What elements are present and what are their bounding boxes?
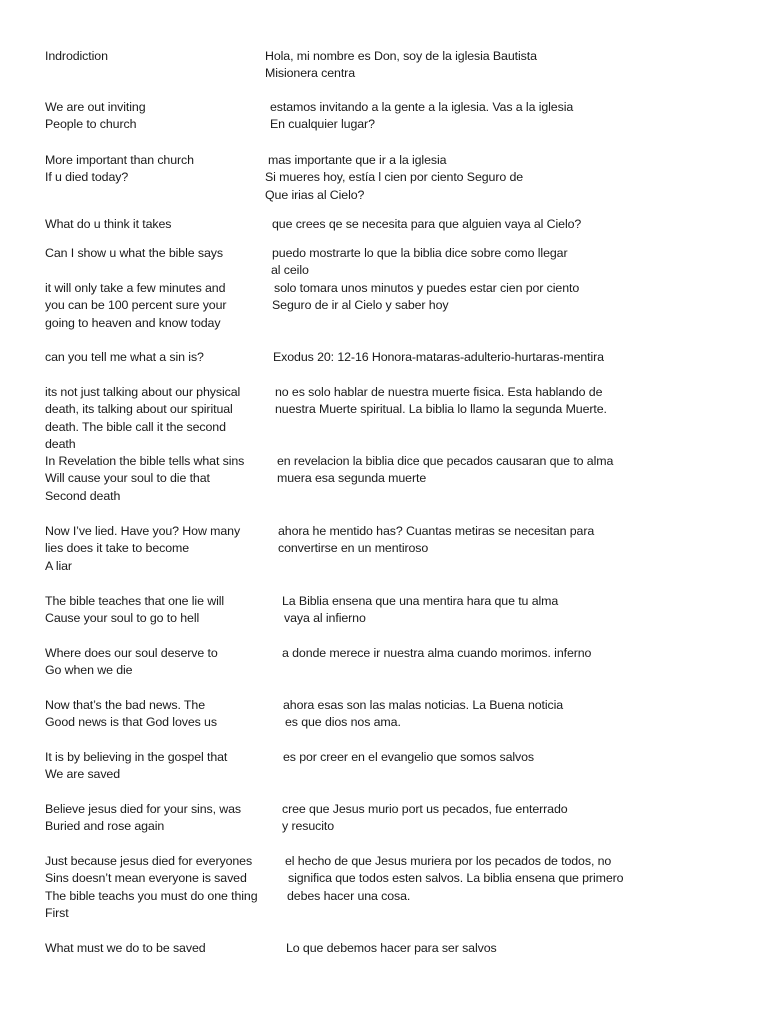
- spanish-line: no es solo hablar de nuestra muerte fisica. Esta hablando de: [275, 385, 603, 399]
- spanish-line: Que irias al Cielo?: [265, 187, 365, 202]
- spanish-line: es que dios nos ama.: [285, 715, 401, 730]
- english-line: death: [45, 437, 76, 452]
- spanish-line: convertirse en un mentiroso: [278, 541, 429, 556]
- spanish-line: solo tomara unos minutos y puedes estar cien por ciento: [274, 281, 580, 295]
- english-line: Second death: [45, 488, 121, 503]
- english-line: What must we do to be saved: [45, 941, 206, 955]
- spanish-line: que crees qe se necesita para que alguien vaya al Cielo?: [272, 217, 582, 231]
- spanish-line: Hola, mi nombre es Don, soy de la iglesia Bautista: [265, 49, 537, 63]
- english-line: If u died today?: [45, 170, 129, 185]
- spanish-line: vaya al infierno: [284, 611, 366, 626]
- english-line: Good news is that God loves us: [45, 715, 217, 730]
- english-line: People to church: [45, 117, 137, 132]
- english-line: Can I show u what the bible says: [45, 246, 223, 260]
- english-line: Sins doesn’t mean everyone is saved: [45, 871, 247, 886]
- english-line: The bible teaches that one lie will: [45, 594, 225, 608]
- spanish-line: Exodus 20: 12-16 Honora-mataras-adulterio-hurtaras-mentira: [273, 350, 604, 364]
- spanish-line: Seguro de ir al Cielo y saber hoy: [272, 298, 449, 313]
- english-line: Now that’s the bad news. The: [45, 698, 205, 712]
- english-line: More important than church: [45, 153, 194, 167]
- english-line: Indrodiction: [45, 49, 108, 63]
- english-line: Cause your soul to go to hell: [45, 611, 200, 626]
- spanish-line: Si mueres hoy, estía l cien por ciento Seguro de: [265, 170, 524, 185]
- spanish-line: En cualquier lugar?: [270, 117, 375, 132]
- english-line: going to heaven and know today: [45, 315, 221, 330]
- english-line: Will cause your soul to die that: [45, 471, 210, 486]
- english-line: lies does it take to become: [45, 541, 190, 556]
- english-line: you can be 100 percent sure your: [45, 298, 227, 313]
- spanish-line: cree que Jesus murio port us pecados, fue enterrado: [282, 802, 568, 816]
- spanish-line: Misionera centra: [265, 66, 355, 81]
- english-line: A liar: [45, 558, 72, 573]
- spanish-line: puedo mostrarte lo que la biblia dice sobre como llegar: [272, 246, 568, 260]
- english-line: Go when we die: [45, 663, 133, 678]
- english-line: Where does our soul deserve to: [45, 646, 218, 660]
- spanish-line: y resucito: [282, 819, 335, 834]
- english-line: We are out inviting: [45, 100, 146, 114]
- spanish-line: en revelacion la biblia dice que pecados causaran que to alma: [277, 454, 614, 468]
- spanish-line: al ceilo: [271, 263, 309, 278]
- english-line: Now I’ve lied. Have you? How many: [45, 524, 241, 538]
- english-line: What do u think it takes: [45, 217, 172, 231]
- spanish-line: mas importante que ir a la iglesia: [268, 153, 447, 167]
- spanish-line: ahora he mentido has? Cuantas metiras se necesitan para: [278, 524, 595, 538]
- english-line: In Revelation the bible tells what sins: [45, 454, 245, 468]
- english-line: The bible teachs you must do one thing: [45, 888, 258, 903]
- english-line: Just because jesus died for everyones: [45, 854, 253, 868]
- english-line: death. The bible call it the second: [45, 419, 226, 434]
- spanish-line: debes hacer una cosa.: [287, 888, 411, 903]
- english-line: its not just talking about our physical: [45, 385, 241, 399]
- english-line: it will only take a few minutes and: [45, 281, 226, 295]
- english-line: Buried and rose again: [45, 819, 165, 834]
- spanish-line: el hecho de que Jesus muriera por los pecados de todos, no: [285, 854, 612, 868]
- spanish-line: es por creer en el evangelio que somos salvos: [283, 750, 535, 764]
- spanish-line: muera esa segunda muerte: [277, 471, 427, 486]
- english-line: death, its talking about our spiritual: [45, 402, 233, 417]
- english-line: First: [45, 906, 69, 921]
- spanish-line: ahora esas son las malas noticias. La Buena noticia: [283, 698, 564, 712]
- spanish-line: nuestra Muerte spiritual. La biblia lo llamo la segunda Muerte.: [275, 402, 607, 417]
- english-line: It is by believing in the gospel that: [45, 750, 228, 764]
- spanish-line: estamos invitando a la gente a la iglesia. Vas a la iglesia: [270, 100, 574, 114]
- spanish-line: a donde merece ir nuestra alma cuando morimos. inferno: [282, 646, 592, 660]
- english-line: can you tell me what a sin is?: [45, 350, 204, 364]
- spanish-line: Lo que debemos hacer para ser salvos: [286, 941, 497, 955]
- english-line: We are saved: [45, 767, 121, 782]
- english-line: Believe jesus died for your sins, was: [45, 802, 242, 816]
- spanish-line: La Biblia ensena que una mentira hara que tu alma: [282, 594, 559, 608]
- spanish-line: significa que todos esten salvos. La biblia ensena que primero: [288, 871, 624, 886]
